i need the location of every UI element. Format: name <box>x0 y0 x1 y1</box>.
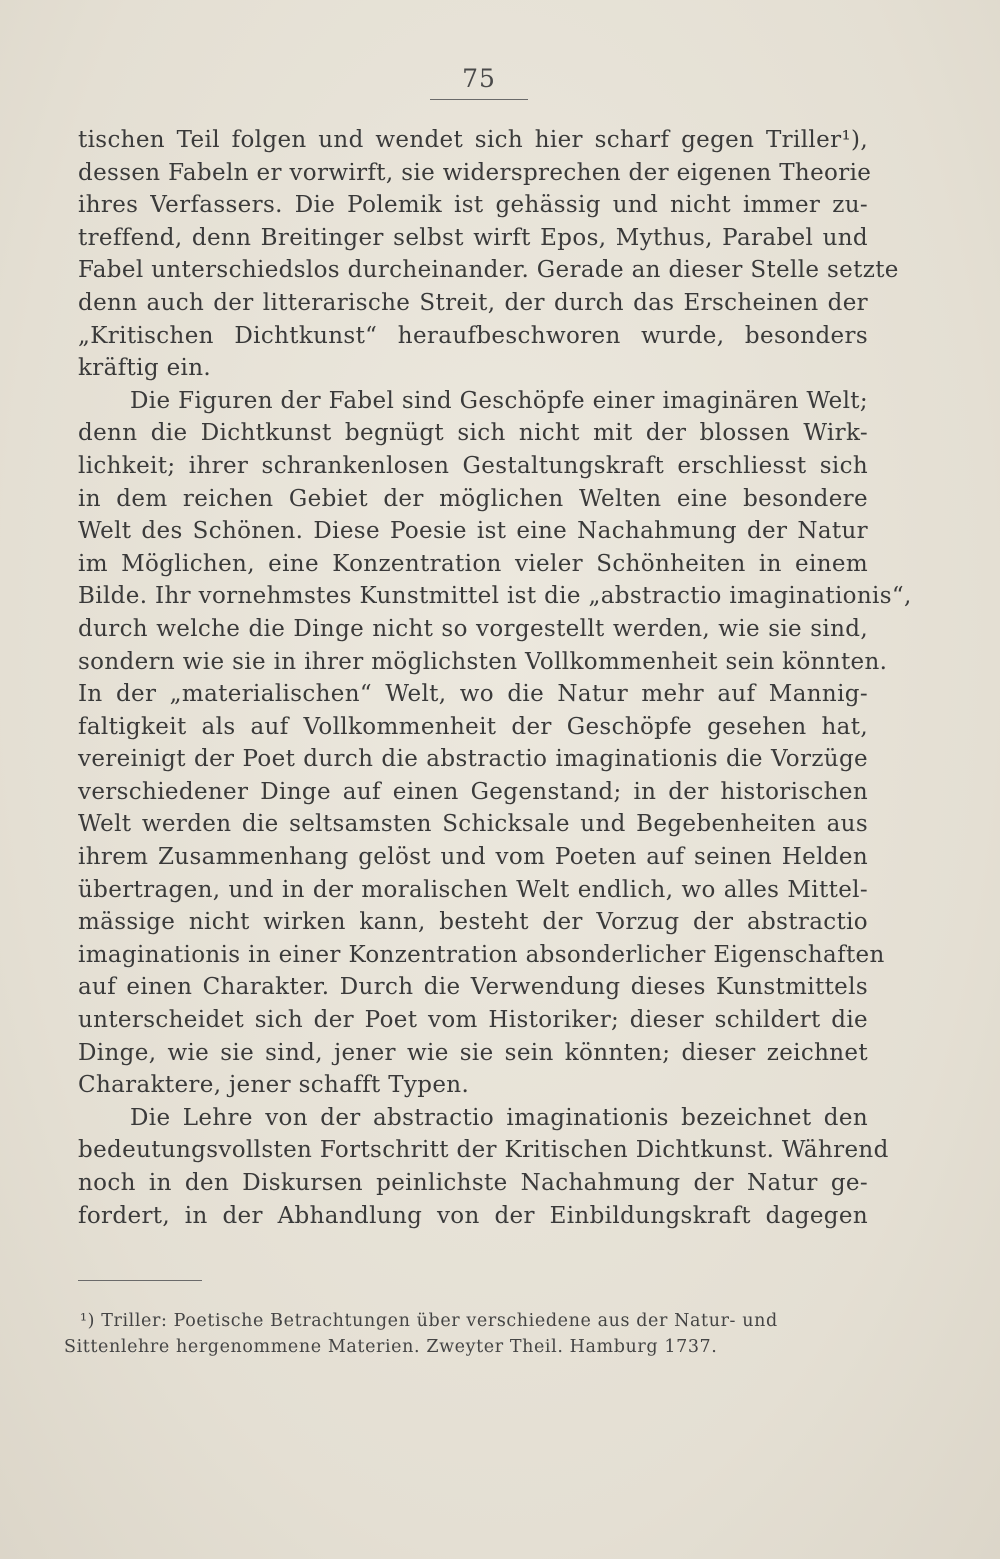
text-line: Die Figuren der Fabel sind Geschöpfe einer imaginären Welt; <box>130 387 868 414</box>
text-line: auf einen Charakter. Durch die Verwendung dieses Kunstmittels <box>78 974 868 1001</box>
text-line: bedeutungsvollsten Fortschritt der Kritischen Dichtkunst. Während <box>78 1137 889 1164</box>
text-line: dessen Fabeln er vorwirft, sie widersprechen der eigenen Theorie <box>78 159 872 186</box>
text-line: noch in den Diskursen peinlichste Nachahmung der Natur ge- <box>78 1170 868 1196</box>
text-line: kräftig ein. <box>78 355 212 382</box>
text-line: Welt des Schönen. Diese Poesie ist eine Nachahmung der Natur <box>78 518 868 545</box>
body-text <box>78 124 912 1232</box>
text-line: faltigkeit als auf Vollkommenheit der Geschöpfe gesehen hat, <box>78 713 868 740</box>
text-line: unterscheidet sich der Poet vom Historiker; dieser schildert die <box>78 1007 868 1034</box>
text-line: denn auch der litterarische Streit, der durch das Erscheinen der <box>78 289 868 316</box>
text-line: durch welche die Dinge nicht so vorgestellt werden, wie sie sind, <box>78 615 868 642</box>
footnote-line: Sittenlehre hergenommene Materien. Zweyter Theil. Hamburg 1737. <box>64 1337 718 1357</box>
text-line: in dem reichen Gebiet der möglichen Welten eine besondere <box>78 485 868 512</box>
text-line: lichkeit; ihrer schrankenlosen Gestaltungskraft erschliesst sich <box>78 452 868 479</box>
text-line: denn die Dichtkunst begnügt sich nicht mit der blossen Wirk- <box>78 420 868 447</box>
text-line: imaginationis in einer Konzentration absonderlicher Eigenschaften <box>78 941 885 968</box>
footnote-rule <box>78 1280 202 1281</box>
text-line: „Kritischen Dichtkunst“ heraufbeschworen wurde, besonders <box>78 322 868 349</box>
text-line: Bilde. Ihr vornehmstes Kunstmittel ist die „abstractio imaginationis“, <box>78 583 912 610</box>
text-line: mässige nicht wirken kann, besteht der Vorzug der abstractio <box>78 909 868 936</box>
text-line: treffend, denn Breitinger selbst wirft Epos, Mythus, Parabel und <box>78 224 868 251</box>
text-line: fordert, in der Abhandlung von der Einbildungskraft dagegen <box>78 1202 868 1229</box>
text-line: verschiedener Dinge auf einen Gegenstand; in der historischen <box>78 778 868 805</box>
text-line: ihrem Zusammenhang gelöst und vom Poeten auf seinen Helden <box>78 844 868 871</box>
text-line: In der „materialischen“ Welt, wo die Natur mehr auf Mannig- <box>78 681 868 708</box>
footnote-line: ¹) Triller: Poetische Betrachtungen über verschiedene aus der Natur- und <box>80 1311 778 1331</box>
page-number-rule <box>430 99 528 100</box>
text-line: Die Lehre von der abstractio imaginationis bezeichnet den <box>130 1104 868 1131</box>
text-line: Charaktere, jener schafft Typen. <box>78 1072 470 1099</box>
text-line: im Möglichen, eine Konzentration vieler Schönheiten in einem <box>78 550 868 577</box>
text-line: tischen Teil folgen und wendet sich hier scharf gegen Triller¹), <box>78 127 868 153</box>
text-line: Fabel unterschiedslos durcheinander. Gerade an dieser Stelle setzte <box>78 257 899 284</box>
text-line: ihres Verfassers. Die Polemik ist gehässig und nicht immer zu- <box>78 192 868 219</box>
footnotes <box>64 1308 864 1360</box>
text-line: übertragen, und in der moralischen Welt endlich, wo alles Mittel- <box>78 876 868 903</box>
text-line: Dinge, wie sie sind, jener wie sie sein könnten; dieser zeichnet <box>78 1039 868 1066</box>
text-line: sondern wie sie in ihrer möglichsten Vollkommenheit sein könnten. <box>78 648 888 675</box>
text-line: vereinigt der Poet durch die abstractio imaginationis die Vorzüge <box>78 746 868 773</box>
text-line: Welt werden die seltsamsten Schicksale und Begebenheiten aus <box>78 811 868 838</box>
page-number: 75 <box>462 64 496 93</box>
